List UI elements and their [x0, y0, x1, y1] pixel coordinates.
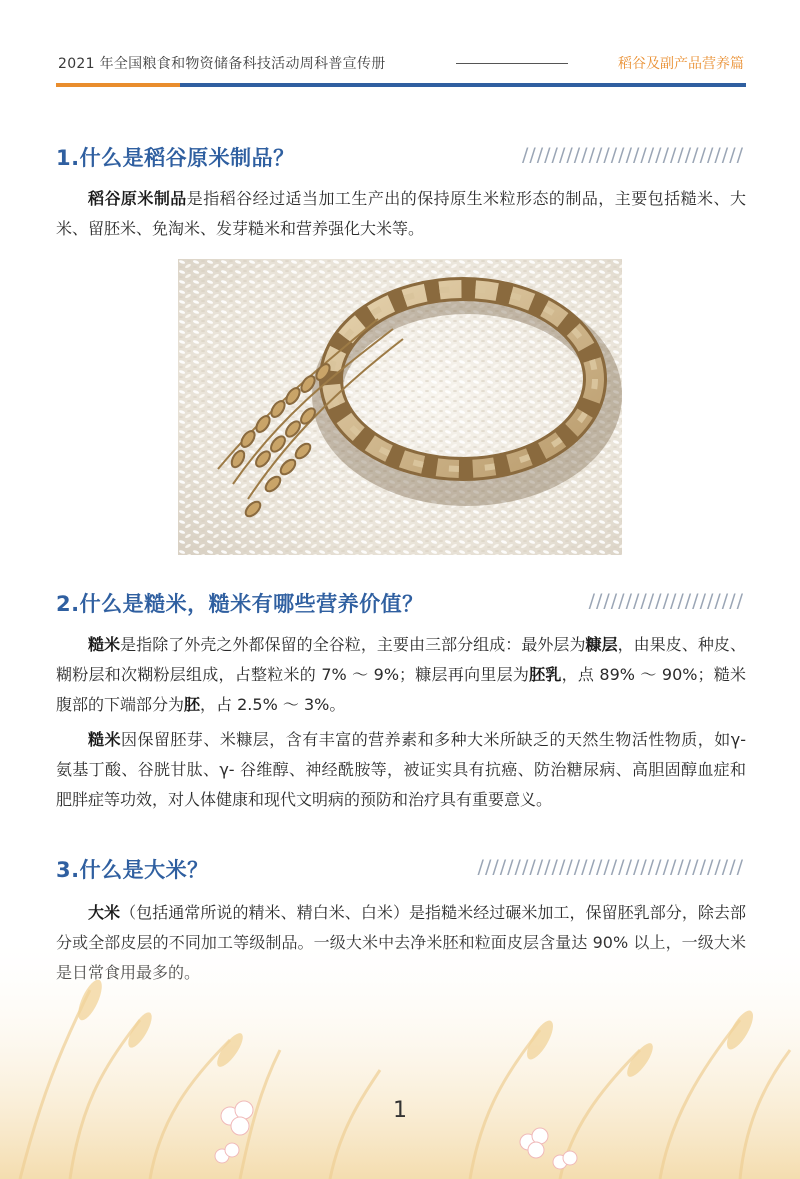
section-2-decorative-slashes: /////////////////////	[588, 590, 744, 612]
paragraph-text: 是指除了外壳之外都保留的全谷粒，主要由三部分组成：最外层为	[120, 635, 586, 654]
header-publication-title: 2021 年全国粮食和物资储备科技活动周科普宣传册	[58, 56, 386, 72]
term-germ: 胚	[184, 695, 201, 714]
header-chapter-title: 稻谷及副产品营养篇	[618, 56, 744, 72]
section-1-heading	[56, 142, 746, 172]
section-2-heading	[56, 588, 746, 618]
page-header	[56, 52, 746, 92]
section-3-title: 3.什么是大米？	[56, 858, 209, 882]
term-brown-rice: 糙米	[88, 730, 121, 749]
page-number: 1	[393, 1098, 407, 1123]
section-1-paragraph	[56, 184, 746, 244]
paragraph-text: ，点 89% ～ 90%；糙米腹部的下端部分为	[56, 665, 746, 714]
paragraph-text: ，由果皮、种皮、糊粉层和次糊粉层组成，占整粒米的 7% ～ 9%；糠层再向里层为	[56, 635, 746, 684]
term-polished-rice: 大米	[88, 903, 121, 922]
section-2-paragraph-1	[56, 630, 746, 720]
term-brown-rice: 糙米	[88, 635, 121, 654]
section-2-title: 2.什么是糙米，糙米有哪些营养价值？	[56, 592, 424, 616]
term-bran-layer: 糠层	[585, 635, 618, 654]
header-color-bar	[56, 83, 746, 87]
wheat-field-decoration	[0, 930, 800, 1179]
header-divider-line	[456, 63, 568, 64]
term-rice-products: 稻谷原米制品	[88, 189, 187, 208]
rice-basket-photo	[178, 259, 622, 555]
section-3-decorative-slashes: ////////////////////////////////////	[477, 856, 744, 878]
rice-basket-illustration	[178, 259, 622, 555]
header-color-bar-accent	[56, 83, 180, 87]
term-endosperm: 胚乳	[529, 665, 562, 684]
paragraph-text: 因保留胚芽、米糠层，含有丰富的营养素和多种大米所缺乏的天然生物活性物质，如γ- 氨基丁酸、谷胱甘肽、γ- 谷维醇、神经酰胺等，被证实具有抗癌、防治糖尿病、高胆固醇血症和肥胖症等功效，对人体健康和现代文明病的预防和治疗具有重要意义。	[56, 730, 746, 809]
section-1-paragraph-text: 是指稻谷经过适当加工生产出的保持原生米粒形态的制品，主要包括糙米、大米、留胚米、免淘米、发芽糙米和营养强化大米等。	[56, 189, 746, 238]
paragraph-text: ，占 2.5% ～ 3%。	[200, 695, 346, 714]
paragraph-text: （包括通常所说的精米、精白米、白米）是指糙米经过碾米加工，保留胚乳部分，除去部	[120, 903, 746, 922]
section-1-decorative-slashes: //////////////////////////////	[521, 144, 744, 166]
section-1-title: 1.什么是稻谷原米制品？	[56, 146, 295, 170]
section-2-paragraph-2	[56, 725, 746, 815]
section-3-heading	[56, 854, 746, 884]
